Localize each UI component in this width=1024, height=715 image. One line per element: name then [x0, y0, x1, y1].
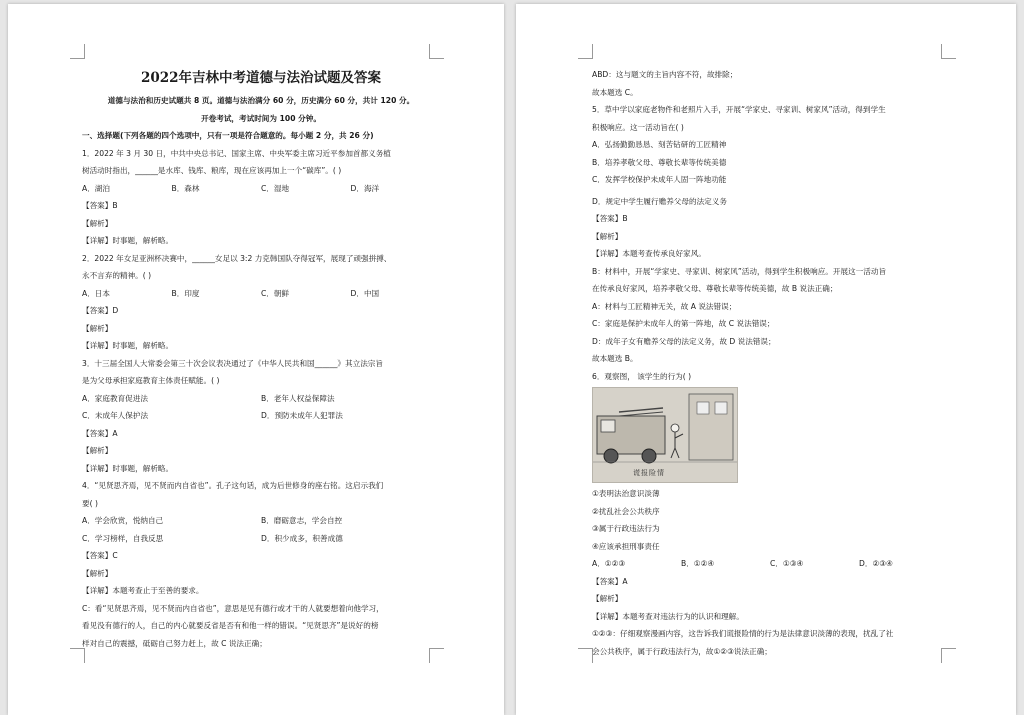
detailed-analysis: 【详解】本题考查传承良好家风。 [592, 249, 706, 258]
detailed-analysis: 【详解】时事题，解析略。 [82, 341, 174, 350]
answer: 【答案】D [82, 306, 119, 315]
option: B．①②④ [681, 559, 715, 568]
document-page-2 [516, 4, 1016, 715]
question-2-stem: 永不言弃的精神。( ) [82, 271, 152, 280]
option: C．①③④ [770, 559, 804, 568]
option: D．中国 [350, 288, 380, 298]
question-4-stem: 要( ) [82, 498, 98, 508]
question-6-stem: 6．观察图， 该学生的行为( ) [592, 371, 692, 381]
statement-item: ①表明法治意识淡薄 [592, 489, 660, 498]
option: D．预防未成年人犯罪法 [261, 411, 343, 420]
explanation-text: ABD：这与题文的主旨内容不符，故排除； [592, 70, 738, 79]
cartoon-caption: 谎报险情 [633, 469, 665, 477]
exam-info: 开卷考试，考试时间为 100 分钟。 [201, 113, 321, 123]
option: D．积少成多，积善成德 [261, 533, 343, 543]
cartoon-image [592, 387, 738, 483]
option: B．培养孝敬父母、尊敬长辈等传统美德 [592, 157, 727, 167]
question-2-options [82, 285, 440, 303]
question-4-options [82, 512, 440, 530]
option: A．日本 [82, 288, 110, 298]
option: B．老年人权益保障法 [261, 393, 335, 403]
margin-mark [429, 44, 444, 59]
option: A．学会欣赏，悦纳自己 [82, 516, 164, 525]
answer: 【答案】A [592, 576, 628, 586]
margin-mark [941, 44, 956, 59]
question-1-stem: 1．2022 年 3 月 30 日，中共中央总书记、国家主席、中央军委主席习近平参加首都义务植 [82, 148, 391, 158]
analysis-label: 【解析】 [82, 568, 113, 578]
option: C．朝鲜 [261, 288, 290, 298]
question-3-options [82, 390, 440, 408]
question-4-options [82, 530, 440, 548]
option: D．海洋 [350, 183, 380, 193]
explanation-text: C：家庭是保护未成年人的第一阵地，故 C 说法错误； [592, 319, 775, 328]
question-1-options [82, 180, 440, 198]
analysis-label: 【解析】 [592, 231, 623, 241]
option: A．湖泊 [82, 183, 110, 193]
question-6-options [592, 555, 948, 573]
statement-item: ④应该承担刑事责任 [592, 541, 660, 551]
question-2-stem: 2．2022 年女足亚洲杯决赛中，______女足以 3:2 力克韩国队夺得冠军，展现了顽强拼搏、 [82, 253, 392, 263]
detailed-analysis: 【详解】时事题，解析略。 [82, 236, 174, 245]
detailed-analysis: 【详解】时事题，解析略。 [82, 463, 174, 473]
option: C．发挥学校保护未成年人固一阵地功能 [592, 175, 727, 184]
explanation-text: 样对自己的震撼，砥砺自己努力赶上，故 C 说法正确； [82, 638, 267, 648]
page-2-body [592, 66, 948, 660]
statement-item: ③属于行政违法行为 [592, 524, 660, 533]
option: B．磨砺意志，学会自控 [261, 516, 343, 525]
option: D．规定中学生履行赡养父母的法定义务 [592, 196, 727, 206]
option: B．印度 [171, 288, 200, 298]
document-page-1 [8, 4, 504, 715]
option: A．①②③ [592, 559, 626, 568]
detailed-analysis: 【详解】本题考查对违法行为的认识和理解。 [592, 611, 744, 621]
explanation-text: 会公共秩序，属于行政违法行为，故①②③说法正确； [592, 646, 772, 656]
page-1-body [82, 64, 440, 652]
question-1-stem: 树活动时指出，______是水库、钱库、粮库，现在应该再加上一个“碳库”。( ) [82, 166, 342, 175]
margin-mark [70, 44, 85, 59]
explanation-text: A：材料与工匠精神无关，故 A 说法错误； [592, 301, 737, 311]
question-3-stem: 是为父母承担家庭教育主体责任赋能。( ) [82, 376, 220, 385]
explanation-text: D：成年子女有赡养父母的法定义务，故 D 说法错误； [592, 336, 776, 346]
question-3-stem: 3．十三届全国人大常委会第三十次会议表决通过了《中华人民共和国______》其立法宗旨 [82, 358, 383, 368]
explanation-text: 在传承良好家风，培养孝敬父母、尊敬长辈等传统美德，故 B 说法正确； [592, 284, 838, 293]
question-5-stem: 积极响应。这一活动旨在( ) [592, 122, 684, 132]
question-5-stem: 5．草中学以家庭老物件和老照片入手，开展“学家史、寻家训、树家风”活动，得到学生 [592, 105, 886, 114]
margin-mark [578, 44, 593, 59]
analysis-label: 【解析】 [82, 446, 113, 455]
explanation-text: B：材料中，开展“学家史、寻家训、树家风”活动，得到学生积极响应。开展这一活动旨 [592, 266, 887, 276]
margin-mark [578, 648, 593, 663]
option: A．弘扬勤勤恳恳、刻苦钻研的工匠精神 [592, 140, 727, 149]
explanation-text: C：看“见贤思齐焉，见不贤而内自省也”，意思是见有德行或才干的人就要想着向他学习， [82, 603, 384, 613]
answer: 【答案】C [82, 551, 118, 560]
option: D．②③④ [859, 559, 893, 568]
answer: 【答案】B [82, 201, 118, 210]
option: C．湿地 [261, 183, 290, 193]
explanation-text: 看见没有德行的人，自己的内心就要反省是否有和他一样的错误。“见贤思齐”是说好的榜 [82, 621, 379, 630]
analysis-label: 【解析】 [82, 218, 113, 228]
question-4-stem: 4．“见贤思齐焉，见不贤而内自省也”。孔子这句话，成为后世修身的座右铭。这启示我们 [82, 481, 384, 490]
analysis-label: 【解析】 [592, 594, 623, 603]
option: C．未成年人保护法 [82, 411, 149, 420]
option: A．家庭教育促进法 [82, 393, 148, 403]
option: C．学习榜样，自我反思 [82, 533, 164, 543]
section-heading: 一、选择题(下列各题的四个选项中，只有一项是符合题意的。每小题 2 分，共 26 分) [82, 131, 374, 140]
conclusion-text: 故本题选 C。 [592, 87, 638, 97]
explanation-text: ①②③：仔细观察漫画内容，这告诉我们谎报险情的行为是法律意识淡薄的表现，扰乱了社 [592, 629, 894, 638]
answer: 【答案】B [592, 214, 628, 223]
document-title: 2022年吉林中考道德与法治试题及答案 [140, 70, 382, 86]
option: B．森林 [171, 183, 200, 193]
exam-info: 道德与法治和历史试题共 8 页。道德与法治满分 60 分，历史满分 60 分，共计 120 分。 [107, 96, 415, 105]
question-3-options [82, 407, 440, 425]
analysis-label: 【解析】 [82, 323, 113, 333]
statement-item: ②扰乱社会公共秩序 [592, 506, 660, 516]
conclusion-text: 故本题选 B。 [592, 354, 638, 363]
answer: 【答案】A [82, 428, 118, 438]
detailed-analysis: 【详解】本题考查止于至善的要求。 [82, 586, 204, 595]
